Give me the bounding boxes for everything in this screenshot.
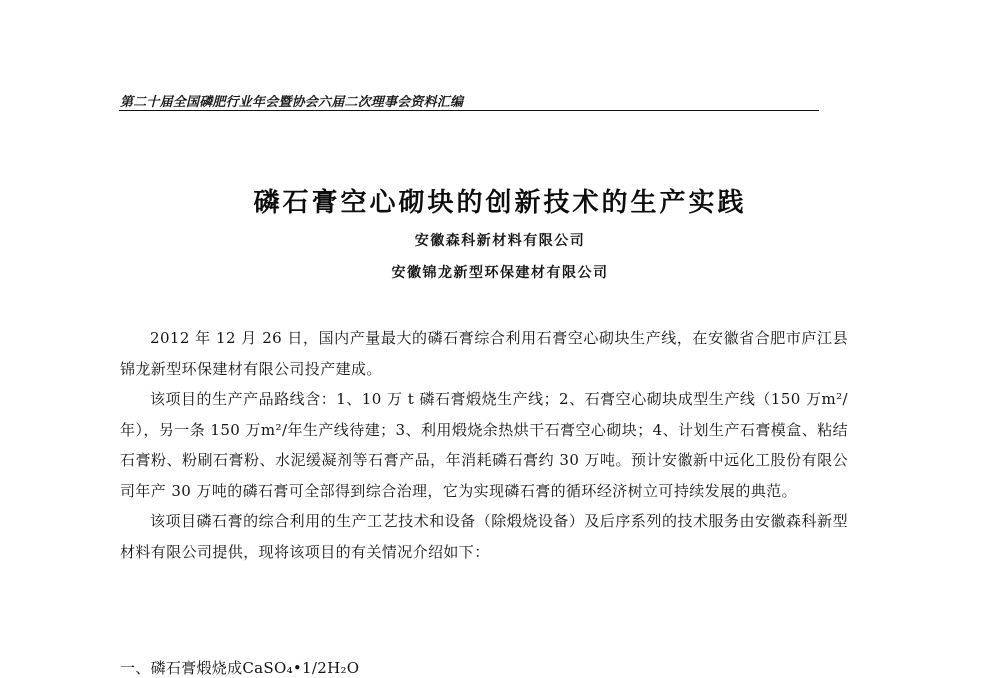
organization-1: 安徽森科新材料有限公司: [414, 233, 586, 249]
section-heading: 一、磷石膏煅烧成CaSO₄•1/2H₂O: [120, 659, 360, 677]
article-title: 磷石膏空心砌块的创新技术的生产实践: [253, 188, 747, 218]
running-header: 第二十届全国磷肥行业年会暨协会六届二次理事会资料汇编: [120, 95, 464, 110]
paragraph-2: 该项目的生产产品路线含：1、10 万 t 磷石膏煅烧生产线；2、石膏空心砌块成型生产线（150 万m²/年），另一条 150 万m²/年生产线待建；3、利用煅烧余热烘干石膏空心砌块；4、计划生产石膏模盒、粘结石膏粉、粉刷石膏粉、水泥缓凝剂等石膏产品，年消耗磷石膏约 30 万吨。预计安徽新中远化工股份有限公司年产 30 万吨的磷石膏可全部得到综合治理，它为实现磷石膏的循环经济树立可持续发展的典范。: [120, 390, 848, 500]
paragraph-1: 2012 年 12 月 26 日，国内产量最大的磷石膏综合利用石膏空心砌块生产线，在安徽省合肥市庐江县锦龙新型环保建材有限公司投产建成。: [120, 329, 848, 378]
header-rule: [119, 110, 819, 111]
organization-2: 安徽锦龙新型环保建材有限公司: [391, 265, 609, 281]
article-body: [120, 323, 848, 567]
paragraph-3: 该项目磷石膏的综合利用的生产工艺技术和设备（除煅烧设备）及后序系列的技术服务由安徽森科新型材料有限公司提供，现将该项目的有关情况介绍如下：: [120, 512, 848, 561]
